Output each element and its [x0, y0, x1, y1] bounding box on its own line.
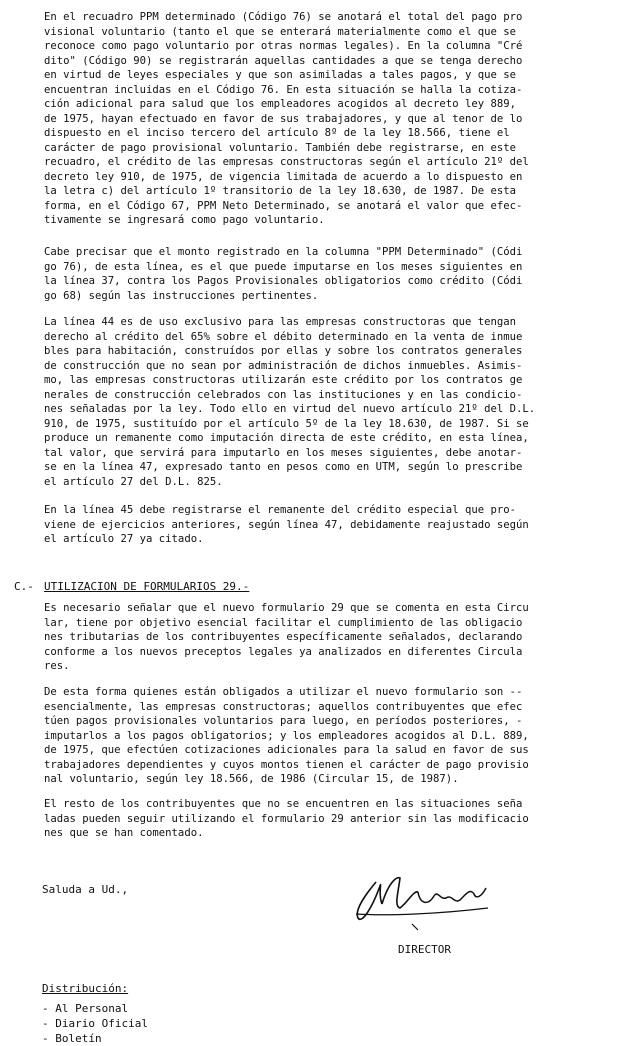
paragraph-linea-44: La línea 44 es de uso exclusivo para las empresas constructoras que tengan derecho al crédito del 65% sobre el débito determinado en la venta de inmue bles para habitación, construídos por ellas y sobre los contratos generales de construcción que no sean por administración de dichos inmuebles. Asimis- mo, las empresas constructoras utilizarán este crédito por los contratos ge nerales de construcción celebrados con las instituciones y en las condicio- nes señaladas por la ley. Todo ello en virtud del nuevo artículo 21º del D.L. 910, de 1975, sustituído por el artículo 5º de la ley 18.630, de 1987. Si se produce un remanente como imputación directa de este crédito, en esta línea, tal valor, que servirá para imputarlo en los meses siguientes, debe anotar- se en la línea 47, expresado tanto en pesos como en UTM, según lo prescribe el artículo 27 del D.L. 825. [44, 316, 536, 488]
director-signature [348, 864, 498, 934]
director-label: DIRECTOR [398, 943, 451, 956]
closing-saluda: Saluda a Ud., [42, 883, 129, 896]
paragraph-el-resto: El resto de los contribuyentes que no se encuentren en las situaciones seña ladas pueden seguir utilizando el formulario 29 anterior sin las modificacio nes que se han comentado. [44, 798, 529, 839]
list-item: - Boletín [42, 1032, 102, 1045]
list-item: - Diario Oficial [42, 1017, 148, 1030]
paragraph-es-necesario: Es necesario señalar que el nuevo formulario 29 que se comenta en esta Circu lar, tiene por objetivo esencial facilitar el cumplimiento de las obligacio nes tributarias de los contribuyentes específicamente señalados, declarando conforme a los nuevos preceptos legales ya analizados en diferentes Circula res. [44, 602, 529, 672]
paragraph-ppm-determinado: En el recuadro PPM determinado (Código 76) se anotará el total del pago pro visional voluntario (tanto el que se enterará materialmente como el que se reconoce como pago voluntario por otras normas legales). En la columna "Cré dito" (Código 90) se registrarán aquellas cantidades a que se tenga derecho en virtud de leyes especiales y que son asimiladas a tales pagos, y que se encuentran incluidas en el Código 76. En esta situación se halla la cotiza- ción adicional para salud que los empleadores acogidos al decreto ley 889, de 1975, hayan efectuado en favor de sus trabajadores, y que al tenor de lo dispuesto en el inciso tercero del artículo 8º de la ley 18.566, tiene el carácter de pago provisional voluntario. También debe registrarse, en este recuadro, el crédito de las empresas constructoras según el artículo 21º del decreto ley 910, de 1975, de vigencia limitada de acuerdo a lo dispuesto en la letra c) del artículo 1º transitorio de la ley 18.630, de 1987. De esta forma, en el Código 67, PPM Neto Determinado, se anotará el valor que efec- tivamente se ingresará como pago voluntario. [44, 11, 529, 226]
list-item: - Al Personal [42, 1002, 129, 1015]
paragraph-cabe-precisar: Cabe precisar que el monto registrado en la columna "PPM Determinado" (Códi go 76), de esta línea, es el que puede imputarse en los meses siguientes en la línea 37, contra los Pagos Provisionales obligatorios como crédito (Códi go 68) según las instrucciones pertinentes. [44, 246, 523, 302]
paragraph-linea-45: En la línea 45 debe registrarse el remanente del crédito especial que pro- viene de ejercicios anteriores, según línea 47, debidamente reajustado según el artículo 27 ya citado. [44, 504, 529, 545]
distribution-list [42, 1001, 148, 1046]
section-letter: C.- [14, 580, 34, 593]
section-title: UTILIZACION DE FORMULARIOS 29.- [44, 580, 250, 593]
paragraph-de-esta-forma: De esta forma quienes están obligados a utilizar el nuevo formulario son -- esencialmente, las empresas constructoras; aquellos contribuyentes que efec túen pagos provisionales voluntarios para luego, en períodos posteriores, - imputarlos a los pagos obligatorios; y los empleadores acogidos al D.L. 889, de 1975, que efectúen cotizaciones adicionales para la salud en favor de sus trabajadores dependientes y cuyos montos tienen el carácter de pago provisio nal voluntario, según ley 18.566, de 1986 (Circular 15, de 1987). [44, 686, 529, 785]
distribution-title: Distribución: [42, 982, 129, 995]
